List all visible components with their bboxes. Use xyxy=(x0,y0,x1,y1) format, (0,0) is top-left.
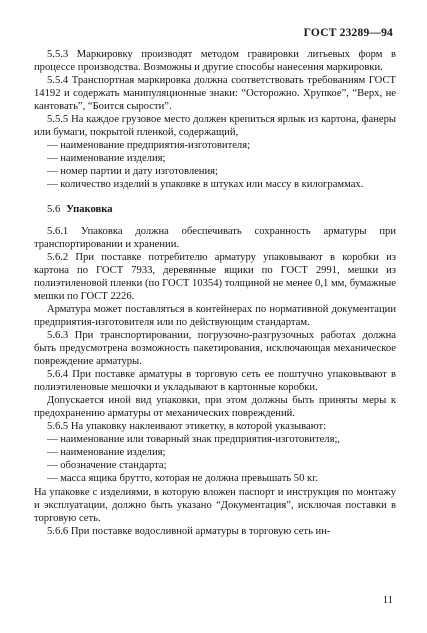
list-item: — наименование предприятия-изготовителя; xyxy=(47,140,251,152)
paragraph-containers: Арматура может поставляться в контейнерах по нормативной документации предприятия-изготовителя или по действующим стандартам. xyxy=(34,303,396,328)
paragraph-other-packaging: Допускается иной вид упаковки, при этом должны быть приняты меры к предохранению арматуры от механических повреждений. xyxy=(34,395,396,420)
paragraph-5-6-3: 5.6.3 При транспортировании, погрузочно-разгрузочных работах должна быть предусмотрена возможность пакетирования, исключающая механическое повреждение арматуры. xyxy=(34,329,396,368)
section-heading xyxy=(34,203,396,216)
list-item: — наименование изделия; xyxy=(47,447,166,459)
standard-header: ГОСТ 23289—94 xyxy=(303,27,393,39)
paragraph-documentation: На упаковке с изделиями, в которую вложен паспорт и инструкция по монтажу и эксплуатации, должно быть указано “Документация”, исключая поставки в торговую сеть. xyxy=(34,486,396,524)
list-item: — наименование изделия; xyxy=(47,153,166,165)
paragraph-5-5-5: 5.5.5 На каждое грузовое место должен крепиться ярлык из картона, фанеры или бумаги, покрытой пленкой, содержащий, xyxy=(34,114,396,139)
list-item: — количество изделий в упаковке в штуках или массу в килограммах. xyxy=(47,179,364,191)
paragraph-5-5-4: 5.5.4 Транспортная маркировка должна соответствовать требованиям ГОСТ 14192 и содержать манипуляционные знаки: “Осторожно. Хрупкое”, “Верх, не кантовать”, “Боится сырости”. xyxy=(34,75,396,113)
paragraph-5-6-5: 5.6.5 На упаковку наклеивают этикетку, в которой указывают: xyxy=(47,421,327,433)
page-number: 11 xyxy=(382,595,393,606)
list-item: — номер партии и дату изготовления; xyxy=(47,166,218,178)
document-body xyxy=(34,48,396,538)
paragraph-5-6-4: 5.6.4 При поставке арматуры в торговую сеть ее поштучно упаковывают в полиэтиленовые мешочки и укладывают в картонные коробки. xyxy=(34,369,396,394)
section-title: Упаковка xyxy=(66,203,113,215)
paragraph-5-6-2: 5.6.2 При поставке потребителю арматуру упаковывают в коробки из картона по ГОСТ 7933, деревянные ящики по ГОСТ 2991, мешки из полиэтиленовой пленки (по ГОСТ 10354) толщиной не менее 0,1 мм, бумажные мешки по ГОСТ 2226. xyxy=(34,251,396,302)
paragraph-5-6-6: 5.6.6 При поставке водосливной арматуры в торговую сеть ин- xyxy=(47,525,331,537)
paragraph-5-5-3: 5.5.3 Маркировку производят методом гравировки литьевых форм в процессе производства. Возможны и другие способы нанесения маркировки. xyxy=(34,49,396,74)
list-item: — масса ящика брутто, которая не должна превышать 50 кг. xyxy=(47,473,318,485)
list-item: — обозначение стандарта; xyxy=(47,460,167,472)
paragraph-5-6-1: 5.6.1 Упаковка должна обеспечивать сохранность арматуры при транспортировании и хранении. xyxy=(34,225,396,250)
section-number: 5.6 xyxy=(47,203,61,215)
list-item: — наименование или товарный знак предприятия-изготовителя;, xyxy=(47,434,341,446)
